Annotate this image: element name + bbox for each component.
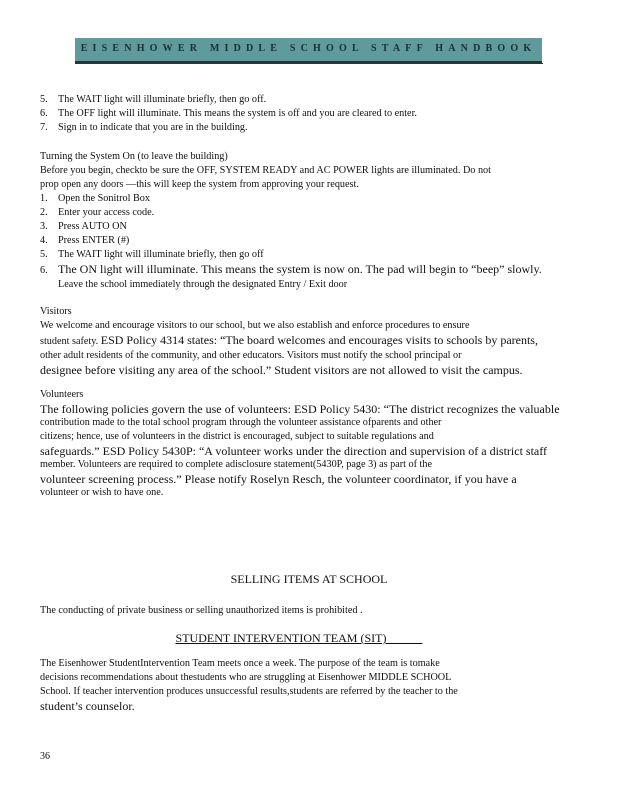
- page-number: 36: [40, 751, 50, 762]
- leave-instruction: Leave the school immediately through the designated Entry / Exit door: [58, 279, 348, 290]
- paragraph-line: member. Volunteers are required to complete adisclosure statement(5430P, page 3) as part of the: [40, 459, 433, 470]
- visitors-section: [40, 305, 565, 377]
- paragraph-line: prop open any doors —this will keep the system from approving your request.: [40, 179, 359, 190]
- paragraph-line: contribution made to the total school program through the volunteer assistance ofparents and other: [40, 417, 442, 428]
- sit-heading: [0, 631, 608, 646]
- header-rule: [75, 63, 543, 64]
- sit-heading-trailing-rule: [386, 631, 422, 645]
- sit-heading-text: STUDENT INTERVENTION TEAM (SIT): [175, 631, 387, 645]
- paragraph-line: safeguards.” ESD Policy 5430P: “A volunteer works under the direction and supervision of a district staff: [40, 444, 548, 458]
- list-item: 5. The WAIT light will illuminate briefly, then go off: [40, 249, 264, 260]
- list-item: 7. Sign in to indicate that you are in the building.: [40, 122, 248, 133]
- list-item: 2. Enter your access code.: [40, 207, 155, 218]
- section-title: Volunteers: [40, 389, 84, 400]
- section-title: Visitors: [40, 306, 72, 317]
- turning-system-on-section: [40, 150, 565, 292]
- paragraph-line: citizens; hence, use of volunteers in the district is encouraged, subject to suitable regulations and: [40, 431, 434, 442]
- paragraph-line: decisions recommendations about thestudents who are struggling at Eisenhower MIDDLE SCHOOL: [40, 672, 452, 683]
- volunteers-section: [40, 388, 565, 500]
- list-item: 4. Press ENTER (#): [40, 235, 130, 246]
- handbook-header-bar: [75, 38, 542, 63]
- paragraph-line: student safety. ESD Policy 4314 states: “The board welcomes and encourages visits to schools by parents,: [40, 333, 538, 347]
- paragraph-line: We welcome and encourage visitors to our school, but we also establish and enforce procedures to ensure: [40, 320, 470, 331]
- paragraph-line: volunteer or wish to have one.: [40, 487, 164, 498]
- sit-section: [40, 657, 565, 713]
- paragraph-line: Before you begin, checkto be sure the OFF, SYSTEM READY and AC POWER lights are illuminated. Do not: [40, 165, 491, 176]
- paragraph-line: The following policies govern the use of volunteers: ESD Policy 5430: “The district recognizes the valuable: [40, 402, 560, 416]
- entry-steps-list: [40, 93, 565, 135]
- handbook-title: EISENHOWER MIDDLE SCHOOL STAFF HANDBOOK: [80, 43, 537, 54]
- paragraph-line: The Eisenhower StudentIntervention Team meets once a week. The purpose of the team is tomake: [40, 658, 440, 669]
- selling-items-section: [40, 604, 565, 618]
- list-item: 1. Open the Sonitrol Box: [40, 193, 150, 204]
- paragraph-line: volunteer screening process.” Please notify Roselyn Resch, the volunteer coordinator, if you have a: [40, 472, 517, 486]
- list-item: 6. The ON light will illuminate. This means the system is now on. The pad will begin to “beep” slowly.: [40, 262, 542, 276]
- paragraph-line: designee before visiting any area of the school.” Student visitors are not allowed to visit the campus.: [40, 363, 523, 377]
- list-item: 5. The WAIT light will illuminate briefly, then go off.: [40, 94, 267, 105]
- list-item: 6. The OFF light will illuminate. This means the system is off and you are cleared to enter.: [40, 108, 417, 119]
- paragraph-line: other adult residents of the community, and other educators. Visitors must notify the school principal or: [40, 350, 462, 361]
- selling-items-heading: SELLING ITEMS AT SCHOOL: [230, 572, 388, 586]
- paragraph-line: The conducting of private business or selling unauthorized items is prohibited .: [40, 605, 363, 616]
- paragraph-line: School. If teacher intervention produces unsuccessful results,students are referred by the teacher to the: [40, 686, 458, 697]
- section-title: Turning the System On (to leave the building): [40, 151, 228, 162]
- list-item: 3. Press AUTO ON: [40, 221, 127, 232]
- paragraph-line: student’s counselor.: [40, 699, 135, 713]
